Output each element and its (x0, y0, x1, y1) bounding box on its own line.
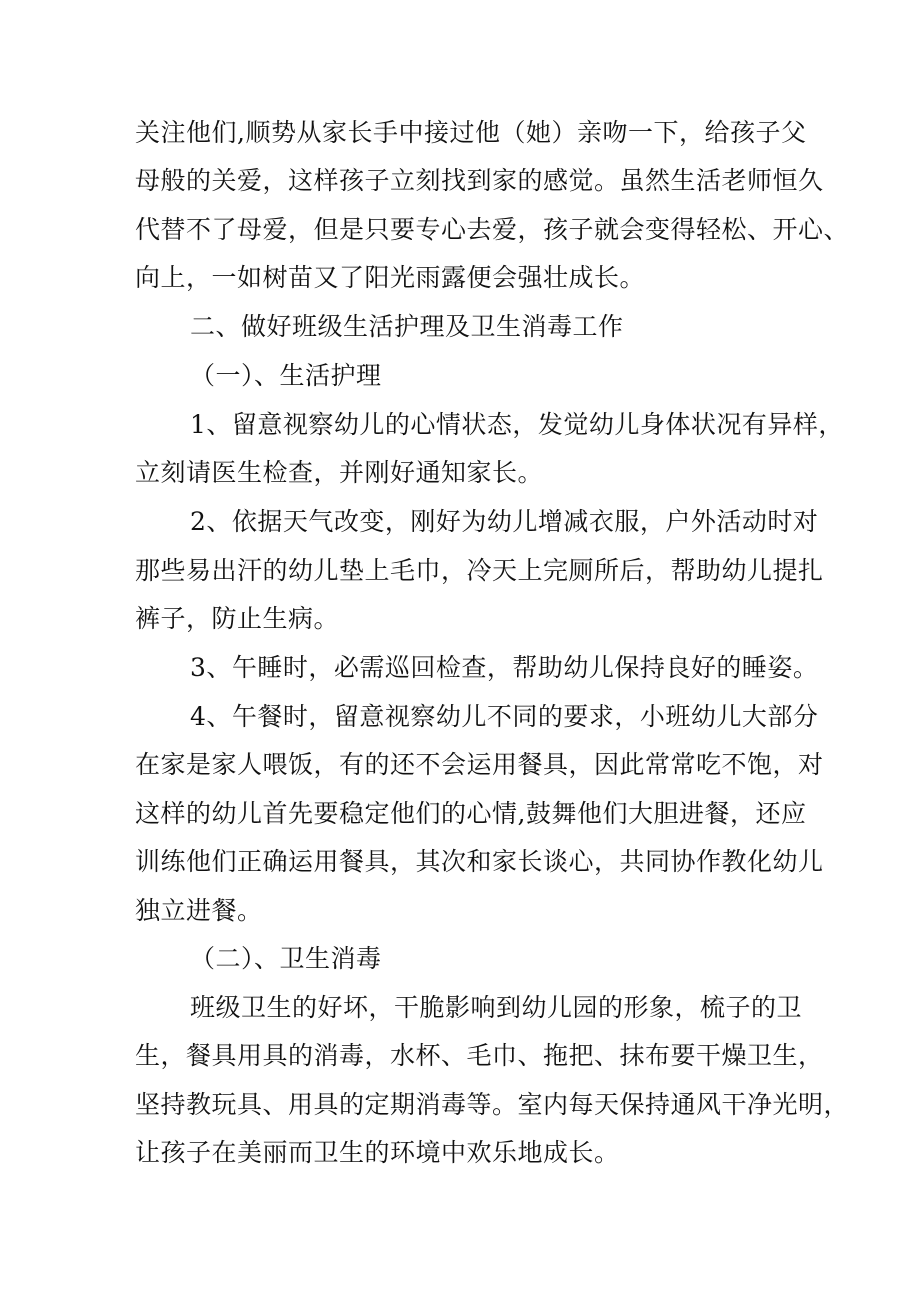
intro-line-1: 关注他们,顺势从家长手中接过他（她）亲吻一下，给孩子父 (135, 118, 807, 147)
item4-line-5: 独立进餐。 (135, 896, 263, 925)
subsection-two-heading: （二）、卫生消毒 (190, 944, 382, 973)
item4-line-1: 4、午餐时，留意视察幼儿不同的要求，小班幼儿大部分 (190, 702, 819, 731)
item2-line-1: 2、依据天气改变，刚好为幼儿增减衣服，户外活动时对 (190, 507, 819, 536)
item2-line-3: 裤子，防止生病。 (135, 604, 340, 633)
intro-line-2: 母般的关爱，这样孩子立刻找到家的感觉。虽然生活老师恒久 (135, 166, 824, 195)
hygiene-line-2: 生，餐具用具的消毒，水杯、毛巾、拖把、抹布要干燥卫生， (135, 1041, 824, 1070)
item4-line-2: 在家是家人喂饭，有的还不会运用餐具，因此常常吃不饱，对 (135, 750, 824, 779)
item2-line-2: 那些易出汗的幼儿垫上毛巾，冷天上完厕所后，帮助幼儿提扎 (135, 556, 824, 585)
item4-line-3: 这样的幼儿首先要稳定他们的心情,鼓舞他们大胆进餐，还应 (135, 799, 807, 828)
intro-line-4: 向上，一如树苗又了阳光雨露便会强壮成长。 (135, 263, 646, 292)
item3-line-1: 3、午睡时，必需巡回检查，帮助幼儿保持良好的睡姿。 (190, 653, 819, 682)
subsection-one-heading: （一）、生活护理 (190, 361, 382, 390)
intro-line-3: 代替不了母爱，但是只要专心去爱，孩子就会变得轻松、开心、 (135, 215, 850, 244)
section-two-heading: 二、做好班级生活护理及卫生消毒工作 (190, 312, 624, 341)
item1-line-1: 1、留意视察幼儿的心情状态，发觉幼儿身体状况有异样， (190, 410, 844, 439)
item1-line-2: 立刻请医生检查，并刚好通知家长。 (135, 458, 544, 487)
hygiene-line-3: 坚持教玩具、用具的定期消毒等。室内每天保持通风干净光明， (135, 1090, 850, 1119)
hygiene-line-1: 班级卫生的好坏，干脆影响到幼儿园的形象，梳子的卫 (190, 993, 803, 1022)
item4-line-4: 训练他们正确运用餐具，其次和家长谈心，共同协作教化幼儿 (135, 847, 824, 876)
hygiene-line-4: 让孩子在美丽而卫生的环境中欢乐地成长。 (135, 1138, 620, 1167)
